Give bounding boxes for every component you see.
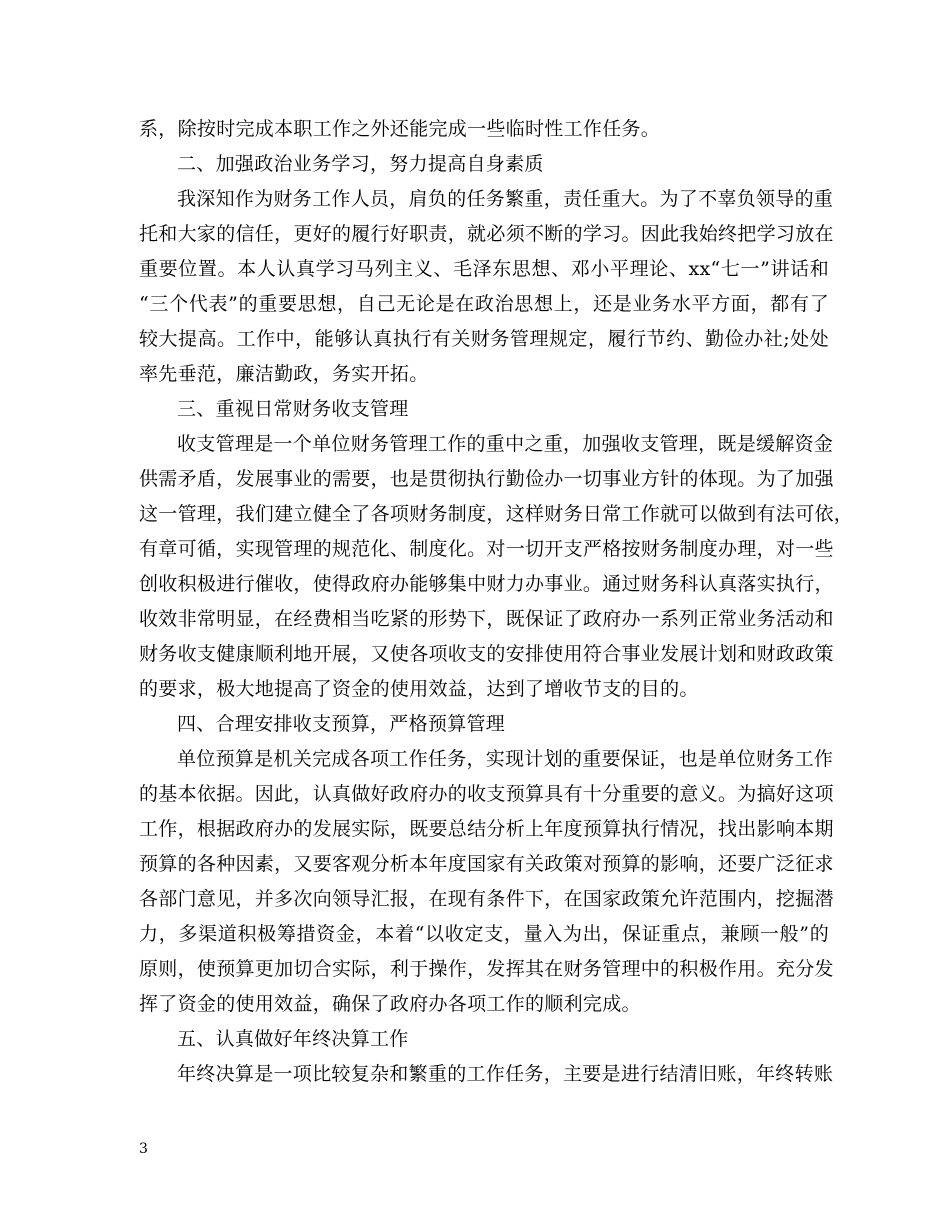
text-line: 有章可循，实现管理的规范化、制度化。对一切开支严格按财务制度办理，对一些 [139, 538, 834, 560]
text-line: 工作，根据政府办的发展实际，既要总结分析上年度预算执行情况，找出影响本期 [139, 818, 834, 840]
page-number: 3 [139, 1141, 148, 1157]
text-line: 率先垂范，廉洁勤政，务实开拓。 [139, 363, 429, 385]
section-heading: 二、加强政治业务学习，努力提高自身素质 [177, 153, 544, 175]
section-heading: 三、重视日常财务收支管理 [177, 398, 409, 420]
text-line: 系，除按时完成本职工作之外还能完成一些临时性工作任务。 [139, 118, 661, 140]
text-line: 的基本依据。因此，认真做好政府办的收支预算具有十分重要的意义。为搞好这项 [139, 783, 834, 805]
text-line: 较大提高。工作中，能够认真执行有关财务管理规定，履行节约、勤俭办社;处处 [139, 328, 829, 350]
text-line: 力，多渠道积极筹措资金，本着“以收定支，量入为出，保证重点，兼顾一般”的 [139, 923, 829, 945]
text-line: 财务收支健康顺利地开展，又使各项收支的安排使用符合事业发展计划和财政政策 [139, 643, 834, 665]
text-line: 挥了资金的使用效益，确保了政府办各项工作的顺利完成。 [139, 993, 641, 1015]
text-line: 这一管理，我们建立健全了各项财务制度，这样财务日常工作就可以做到有法可依， [139, 503, 854, 525]
section-heading: 四、合理安排收支预算，严格预算管理 [177, 713, 506, 735]
text-line: 重要位置。本人认真学习马列主义、毛泽东思想、邓小平理论、xx“七一”讲话和 [139, 258, 829, 280]
text-line: 各部门意见，并多次向领导汇报，在现有条件下，在国家政策允许范围内，挖掘潜 [139, 888, 834, 910]
text-line: 我深知作为财务工作人员，肩负的任务繁重，责任重大。为了不辜负领导的重 [177, 188, 834, 210]
text-line: 收效非常明显，在经费相当吃紧的形势下，既保证了政府办一系列正常业务活动和 [139, 608, 834, 630]
text-line: 预算的各种因素，又要客观分析本年度国家有关政策对预算的影响，还要广泛征求 [139, 853, 834, 875]
text-line: 供需矛盾，发展事业的需要，也是贯彻执行勤俭办一切事业方针的体现。为了加强 [139, 468, 834, 490]
text-line: 单位预算是机关完成各项工作任务，实现计划的重要保证，也是单位财务工作 [177, 748, 834, 770]
text-line: 托和大家的信任，更好的履行好职责，就必须不断的学习。因此我始终把学习放在 [139, 223, 834, 245]
text-line: 的要求，极大地提高了资金的使用效益，达到了增收节支的目的。 [139, 678, 699, 700]
text-line: 原则，使预算更加切合实际，利于操作，发挥其在财务管理中的积极作用。充分发 [139, 958, 834, 980]
text-line: 年终决算是一项比较复杂和繁重的工作任务，主要是进行结清旧账，年终转账 [177, 1063, 834, 1085]
text-line: 创收积极进行催收，使得政府办能够集中财力办事业。通过财务科认真落实执行， [139, 573, 834, 595]
section-heading: 五、认真做好年终决算工作 [177, 1028, 409, 1050]
text-line: “三个代表”的重要思想，自己无论是在政治思想上，还是业务水平方面，都有了 [139, 293, 829, 315]
text-line: 收支管理是一个单位财务管理工作的重中之重，加强收支管理，既是缓解资金 [177, 433, 834, 455]
